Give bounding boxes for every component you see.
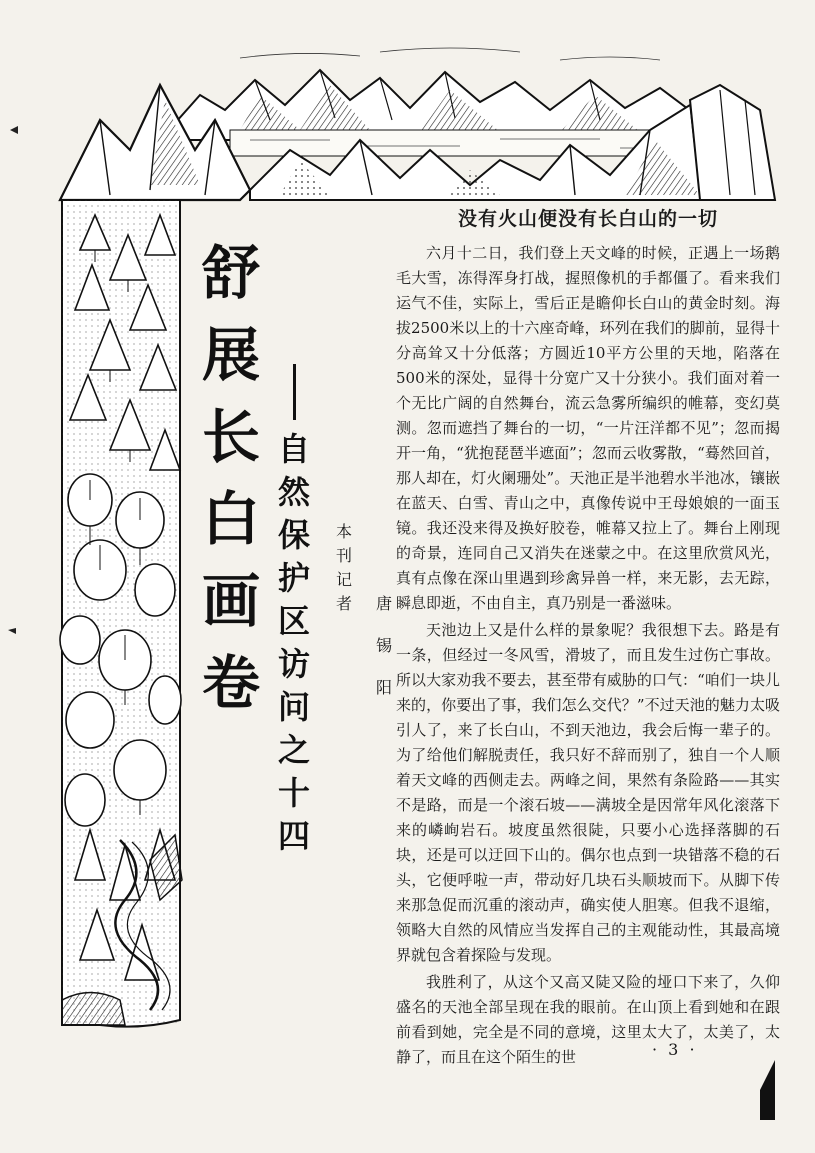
subtitle-dash — [293, 364, 296, 420]
main-title — [196, 232, 266, 724]
byline-char: 唐 — [375, 594, 392, 613]
title-char: 长 — [201, 403, 260, 471]
byline-role — [336, 520, 352, 700]
title-char: 展 — [201, 321, 260, 389]
subtitle-char: 访 — [277, 645, 310, 683]
byline — [336, 520, 392, 700]
subtitle-char: 护 — [277, 559, 310, 597]
byline-char: 阳 — [375, 678, 392, 697]
subtitle-char: 问 — [277, 688, 310, 726]
subtitle-char: 之 — [277, 731, 310, 769]
paragraph: 六月十二日，我们登上天文峰的时候，正遇上一场鹅毛大雪，冻得浑身打战，握照像机的手都僵了。看来我们运气不佳，实际上，雪后正是瞻仰长白山的黄金时刻。海拔2500米以上的十六座奇峰，环列在我们的脚前，显得十分高耸又十分低落；方圆近10平方公里的天地，陷落在500米的深处，显得十分宽广又十分狭小。我们面对着一个无比广阔的自然舞台，流云急雾所编织的帷幕，变幻莫测。忽而遮挡了舞台的一切，“一片汪洋都不见”；忽而揭开一角，“犹抱琵琶半遮面”；忽而云收雾散，“蓦然回首，那人却在，灯火阑珊处”。天池正是半池碧水半池冰，镶嵌在蓝天、白雪、青山之中，真像传说中王母娘娘的一面玉镜。我还没来得及换好胶卷，帷幕又拉上了。舞台上刚现的奇景，连同自己又消失在迷蒙之中。在这里欣赏风光，真有点像在深山里遇到珍禽异兽一样，来无影，去无踪，瞬息即逝，不由自主，真乃别是一番滋味。 — [396, 244, 780, 612]
subtitle-char: 自 — [277, 430, 310, 468]
title-char: 白 — [201, 485, 260, 553]
page-number: · 3 · — [652, 1040, 698, 1059]
byline-char: 记 — [336, 570, 353, 589]
subtitle-char: 保 — [277, 516, 310, 554]
subtitle-char: 十 — [277, 774, 310, 812]
distant-ridge — [160, 70, 720, 140]
paragraph: 天池边上又是什么样的景象呢？我很想下去。路是有一条，但经过一冬风雪，滑坡了，而且发生过伤亡事故。所以大家劝我不要去，甚至带有威胁的口气：“咱们一块儿来的，你要出了事，我们怎么交代？”不过天池的魅力太吸引人了，来了长白山，不到天池边，我会后悔一辈子的。为了给他们解脱责任，我只好不辞而别了，独自一个人顺着天文峰的西侧走去。两峰之间，果然有条险路——其实不是路，而是一个滚石坡——满坡全是因常年风化滚落下来的嶙峋岩石。坡度虽然很陡，只要小心选择落脚的石块，还是可以迂回下山的。偶尔也点到一块错落不稳的石头，它便呼啦一声，带动好几块石头顺坡而下。从脚下传来那急促而沉重的滚动声，确实使人胆寒。但我不退缩，领略大自然的风情应当发挥自己的主观能动性，其最高境界就包含着探险与发现。 — [396, 621, 780, 964]
byline-author — [376, 520, 392, 700]
forest-band — [62, 200, 180, 1027]
subtitle — [276, 364, 312, 858]
title-char: 舒 — [201, 239, 260, 307]
subtitle-char: 区 — [277, 602, 310, 640]
article-body — [396, 204, 780, 1072]
subtitle-char: 四 — [277, 817, 310, 855]
byline-char: 刊 — [336, 546, 353, 565]
subtitle-char: 然 — [277, 473, 310, 511]
section-heading: 没有火山便没有长白山的一切 — [457, 208, 718, 230]
title-char: 画 — [201, 567, 260, 635]
byline-char: 本 — [336, 522, 353, 541]
byline-char: 者 — [336, 594, 353, 613]
byline-char: 锡 — [375, 636, 392, 655]
paragraph: 我胜利了，从这个又高又陡又险的垭口下来了，久仰盛名的天池全部呈现在我的眼前。在山顶上看到她和在跟前看到她，完全是不同的意境，这里太大了，太美了，太静了，而且在这个陌生的世 — [396, 973, 780, 1066]
title-char: 卷 — [201, 649, 260, 717]
